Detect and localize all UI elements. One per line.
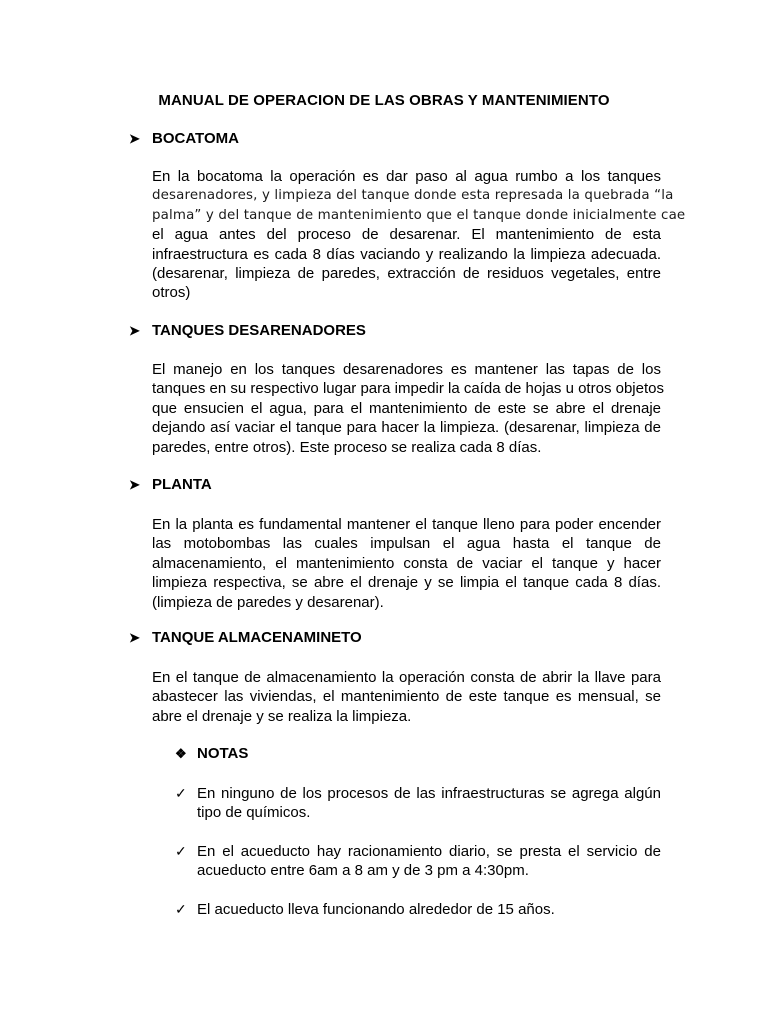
- section-heading-planta: [129, 476, 212, 493]
- paragraph-line: las motobombas las cuales impulsan el agua hasta el tanque de: [152, 535, 661, 553]
- paragraph-line: En la planta es fundamental mantener el tanque lleno para poder encender: [152, 516, 661, 533]
- arrowhead-bullet-icon: ➤: [129, 322, 140, 338]
- note-line: En ninguno de los procesos de las infraestructuras se agrega algún: [197, 785, 661, 802]
- arrowhead-bullet-icon: ➤: [129, 476, 140, 492]
- section-paragraph-bocatoma: [152, 167, 686, 303]
- checkmark-icon: ✓: [175, 843, 187, 859]
- note-item: [175, 842, 661, 881]
- section-heading-label: PLANTA: [152, 476, 212, 493]
- paragraph-line: almacenamiento, el mantenimiento consta de vaciar el tanque y hacer: [152, 554, 661, 572]
- diamond-star-bullet-icon: ❖: [175, 745, 187, 761]
- paragraph-line: dejando así vaciar el tanque para hacer la limpieza. (desarenar, limpieza de: [152, 419, 661, 437]
- note-item: [175, 900, 661, 919]
- paragraph-line: paredes, entre otros). Este proceso se realiza cada 8 días.: [152, 438, 542, 456]
- section-heading-label: BOCATOMA: [152, 130, 239, 147]
- section-heading-tanque-almacenamiento: [129, 629, 362, 646]
- paragraph-line: tanques en su respectivo lugar para impedir la caída de hojas u otros objetos: [152, 380, 664, 398]
- paragraph-line: que ensucien el agua, para el mantenimiento de este se abre el drenaje: [152, 399, 661, 417]
- section-heading-tanques-desarenadores: [129, 322, 366, 339]
- arrowhead-bullet-icon: ➤: [129, 130, 140, 146]
- paragraph-line: abastecer las viviendas, el mantenimiento de este tanque es mensual, se: [152, 688, 661, 706]
- paragraph-line: abre el drenaje y se realiza la limpieza.: [152, 707, 412, 725]
- paragraph-line: limpieza respectiva, se abre el drenaje y se limpia el tanque cada 8 días.: [152, 574, 661, 592]
- paragraph-line: (desarenar, limpieza de paredes, extracción de residuos vegetales, entre: [152, 265, 661, 283]
- notes-heading: [175, 745, 248, 762]
- note-line: tipo de químicos.: [197, 804, 311, 822]
- paragraph-line: el agua antes del proceso de desarenar. El mantenimiento de esta: [152, 226, 661, 244]
- section-heading-label: TANQUES DESARENADORES: [152, 322, 366, 339]
- paragraph-line: El manejo en los tanques desarenadores es mantener las tapas de los: [152, 361, 661, 378]
- section-paragraph-tanques-desarenadores: [152, 360, 664, 457]
- document-title: MANUAL DE OPERACION DE LAS OBRAS Y MANTENIMIENTO: [158, 92, 610, 109]
- note-line: acueducto entre 6am a 8 am y de 3 pm a 4:30pm.: [197, 862, 529, 880]
- paragraph-line: En el tanque de almacenamiento la operación consta de abrir la llave para: [152, 669, 661, 686]
- note-line: El acueducto lleva funcionando alrededor de 15 años.: [197, 901, 555, 918]
- section-heading-bocatoma: [129, 130, 239, 147]
- paragraph-line: palma” y del tanque de mantenimiento que el tanque donde inicialmente cae: [152, 207, 686, 223]
- paragraph-line: otros): [152, 284, 191, 302]
- arrowhead-bullet-icon: ➤: [129, 629, 140, 645]
- section-heading-label: TANQUE ALMACENAMINETO: [152, 629, 362, 646]
- section-paragraph-tanque-almacenamiento: [152, 668, 661, 726]
- note-item: [175, 784, 661, 823]
- checkmark-icon: ✓: [175, 785, 187, 801]
- paragraph-line: (limpieza de paredes y desarenar).: [152, 593, 384, 611]
- notes-heading-label: NOTAS: [197, 745, 249, 762]
- paragraph-line: En la bocatoma la operación es dar paso al agua rumbo a los tanques: [152, 168, 661, 185]
- section-paragraph-planta: [152, 515, 661, 612]
- paragraph-line: desarenadores, y limpieza del tanque donde esta represada la quebrada “la: [152, 188, 674, 204]
- note-line: En el acueducto hay racionamiento diario, se presta el servicio de: [197, 843, 661, 860]
- paragraph-line: infraestructura es cada 8 días vaciando y realizando la limpieza adecuada.: [152, 245, 661, 263]
- checkmark-icon: ✓: [175, 901, 187, 917]
